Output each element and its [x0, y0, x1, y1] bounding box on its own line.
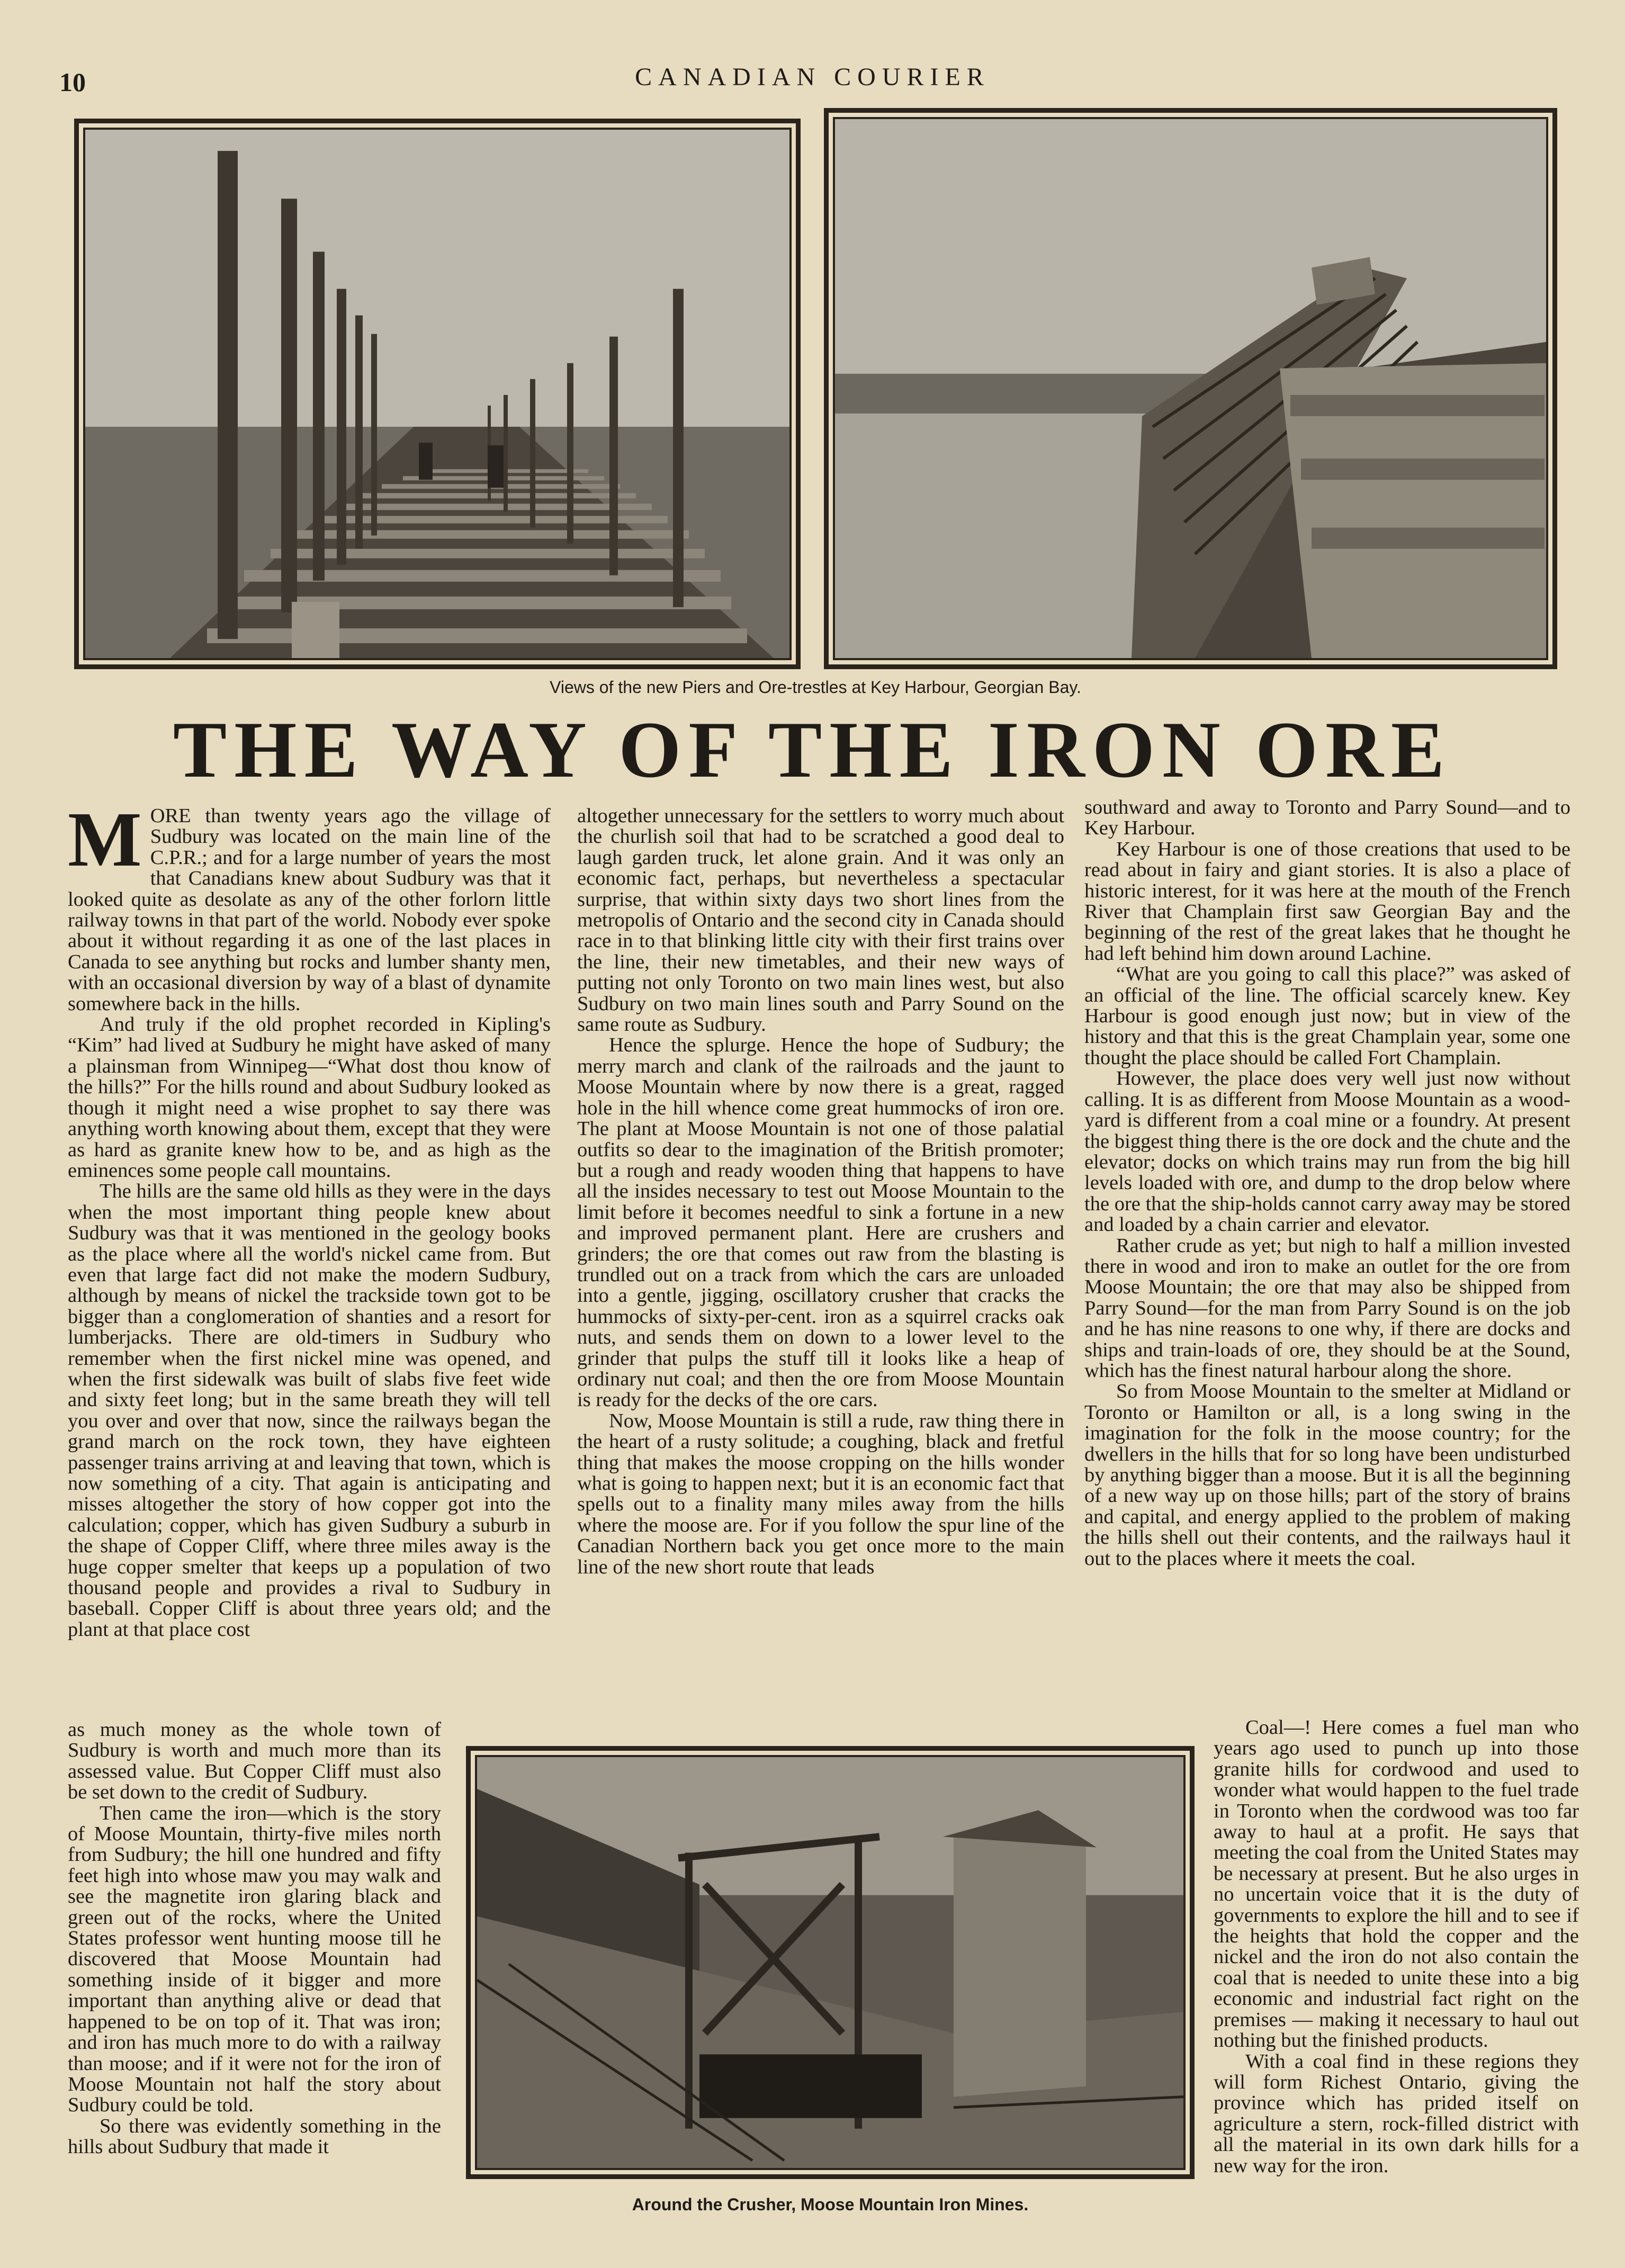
page-number: 10 — [59, 67, 86, 97]
article-paragraph: “What are you going to call this place?” was asked of an official of the line. The official scarcely knew. Key Harbour is good enough just now; but in view of the history and that this is the great Champlain year, some one thought the place should be called Fort Champlain. — [1084, 963, 1570, 1069]
drop-cap: M — [68, 796, 142, 883]
article-paragraph: southward and away to Toronto and Parry Sound—and to Key Harbour. — [1084, 796, 1570, 840]
article-paragraph: So from Moose Mountain to the smelter at Midland or Toronto or Hamilton or all, is a long swing in the imagination for the folk in the moose country; for the dwellers in the hills that for so long have been undisturbed by anything bigger than a moose. But it is all the beginning of a new way up on those hills; part of the story of brains and capital, and energy applied to the problem of making the hills shell out their contents, and the railways haul it out to the places where it meets the coal. — [1084, 1380, 1570, 1570]
article-paragraph: Then came the iron—which is the story of Moose Mountain, thirty-five miles north from Sudbury; the hill one hundred and fifty feet high into whose maw you may walk and see the magnetite iron glaring black and green out of the rocks, where the United States professor went hunting moose till he discovered that Moose Mountain had something inside of it bigger and more important than anything alive or dead that happened to be on top of it. That was iron; and iron has much more to do with a railway than moose; and if it were not for the iron of Moose Mountain not half the story about Sudbury could be told. — [68, 1802, 441, 2117]
article-paragraph: And truly if the old prophet recorded in Kipling's “Kim” had lived at Sudbury he might have asked of many a plainsman from Winnipeg—“What dost thou know of the hills?” For the hills round and about Sudbury looked as though it might need a wise prophet to say there was anything worth knowing about them, except that they were as hard as granite knew how to be, and as high as the eminences some people call mountains. — [68, 1013, 551, 1182]
article-paragraph: altogether unnecessary for the settlers to worry much about the churlish soil that had to be scratched a good deal to laugh garden truck, let alone grain. And it was only an economic fact, perhaps, but nevertheless a spectacular surprise, that within sixty days two short lines from the metropolis of Ontario and the second city in Canada should race in to that blinking little city with their first trains over the line, their new timetables, and their new ways of putting not only Toronto on two main lines west, but also Sudbury on two main lines south and Parry Sound on the same route as Sudbury. — [577, 805, 1064, 1036]
article-paragraph: The hills are the same old hills as they were in the days when the most important thing people knew about Sudbury was that it was mentioned in the geology books as the place where all the world's nickel came from. But even that large fact did not make the modern Sudbury, although by means of nickel the trackside town got to be bigger than a conglomeration of shanties and a resort for lumberjacks. There are old-timers in Sudbury who remember when the first nickel mine was opened, and when the first sidewalk was built of slabs five feet wide and sixty feet long; but in the same breath they will tell you over and over that now, since the railways began the grand march on the rock town, they have eighteen passenger trains arriving at and leaving that town, which is now something of a city. That again is anticipating and misses altogether the story of how copper got into the calculation; copper, which has given Sudbury a suburb in the shape of Copper Cliff, where three miles away is the huge copper smelter that keeps up a population of two thousand people and provides a rival to Sudbury in baseball. Copper Cliff is about three years old; and the plant at that place cost — [68, 1180, 551, 1641]
pier-photo — [74, 119, 801, 669]
article-column-1 — [68, 796, 551, 1641]
article-column-2 — [577, 806, 1064, 1578]
article-paragraph: Rather crude as yet; but nigh to half a million invested there in wood and iron to make an outlet for the ore from Moose Mountain; the ore that may also be shipped from Parry Sound—for the man from Parry Sound is on the job and he has nine reasons to one why, if there are docks and ships and train-loads of ore, they should be at the Sound, which has the finest natural harbour along the shore. — [1084, 1234, 1570, 1382]
article-column-3-lower — [1214, 1717, 1579, 2176]
article-column-3 — [1084, 797, 1570, 1569]
article-paragraph: MORE than twenty years ago the village of Sudbury was located on the main line of the C.P.R.; and for a large number of years the most that Canadians knew about Sudbury was that it looked quite as desolate as any of the other forlorn little railway towns in that part of the world. Nobody ever spoke about it without regarding it as one of the last places in Canada to see anything but rocks and lumber shanty men, with an occasional diversion by way of a blast of dynamite somewhere back in the hills. — [68, 796, 551, 1015]
ore-trestle-photo-image — [835, 119, 1546, 658]
article-paragraph: Hence the splurge. Hence the hope of Sudbury; the merry march and clank of the railroads and the jaunt to Moose Mountain where by now there is a great, ragged hole in the hill whence come great hummocks of iron ore. The plant at Moose Mountain is not one of those palatial outfits so dear to the imagination of the British promoter; but a rough and ready wooden thing that happens to have all the insides necessary to test out Moose Mountain to the limit before it becomes needful to sink a fortune in a new and improved permanent plant. Here are crushers and grinders; the ore that comes out raw from the blasting is trundled out on a track from which the cars are unloaded into a gentle, jigging, oscillatory crusher that cracks the hummocks of sixty-per-cent. iron as a squirrel cracks oak nuts, and sends them on down to a lower level to the grinder that pulps the stuff till it looks like a heap of ordinary nut coal; and then the ore from Moose Mountain is ready for the decks of the ore cars. — [577, 1034, 1064, 1411]
article-paragraph: as much money as the whole town of Sudbury is worth and much more than its assessed value. But Copper Cliff must also be set down to the credit of Sudbury. — [68, 1718, 441, 1804]
article-paragraph: However, the place does very well just now without calling. It is as different from Moose Mountain as a wood-yard is different from a coal mine or a foundry. At present the biggest thing there is the ore dock and the chute and the elevator; docks on which trains may run from the big hill levels loaded with ore, and dump to the drop below where the ore that the ship-holds cannot carry away may be stored and loaded by a chain carrier and elevator. — [1084, 1067, 1570, 1236]
top-photos-caption: Views of the new Piers and Ore-trestles at Key Harbour, Georgian Bay. — [550, 678, 1081, 697]
pier-photo-image — [85, 130, 789, 658]
article-paragraph: So there was evidently something in the hills about Sudbury that made it — [68, 2114, 441, 2158]
crusher-photo — [466, 1746, 1195, 2179]
ore-trestle-photo — [824, 108, 1557, 669]
article-paragraph: Key Harbour is one of those creations that used to be read about in fairy and giant stories. It is also a place of historic interest, for it was here at the mouth of the French River that Champlain first saw Georgian Bay and the beginning of the rest of the great lakes that he thought he had left behind him down around Lachine. — [1084, 838, 1570, 965]
crusher-photo-image — [477, 1757, 1183, 2168]
crusher-photo-caption: Around the Crusher, Moose Mountain Iron Mines. — [632, 2195, 1029, 2214]
article-paragraph: Coal—! Here comes a fuel man who years ago used to punch up into those granite hills for cordwood and used to wonder what would happen to the fuel trade in Toronto when the cordwood was too far away to haul at a profit. He says that meeting the coal from the United States may be necessary at present. But he also urges in no uncertain voice that it is the duty of governments to explore the hill and to see if the heights that hold the copper and the nickel and the iron do not also contain the coal that is needed to unite these into a big economic and industrial fact right on the premises — making it necessary to haul out nothing but the finished products. — [1214, 1716, 1579, 2052]
article-column-1-lower — [68, 1720, 441, 2158]
article-paragraph: Now, Moose Mountain is still a rude, raw thing there in the heart of a rusty solitude; a coughing, black and fretful thing that makes the moose cropping on the hills wonder what is going to happen next; but it is an economic fact that spells out to a finality many miles away from the hills where the moose are. For if you follow the spur line of the Canadian Northern back you get once more to the main line of the new short route that leads — [577, 1409, 1064, 1578]
article-paragraph: With a coal find in these regions they will form Richest Ontario, giving the province which has prided itself on agriculture a stern, rock-filled district with all the material in its own dark hills for a new way for the iron. — [1214, 2050, 1579, 2177]
running-head: CANADIAN COURIER — [635, 63, 990, 91]
article-headline: THE WAY OF THE IRON ORE — [173, 705, 1452, 794]
